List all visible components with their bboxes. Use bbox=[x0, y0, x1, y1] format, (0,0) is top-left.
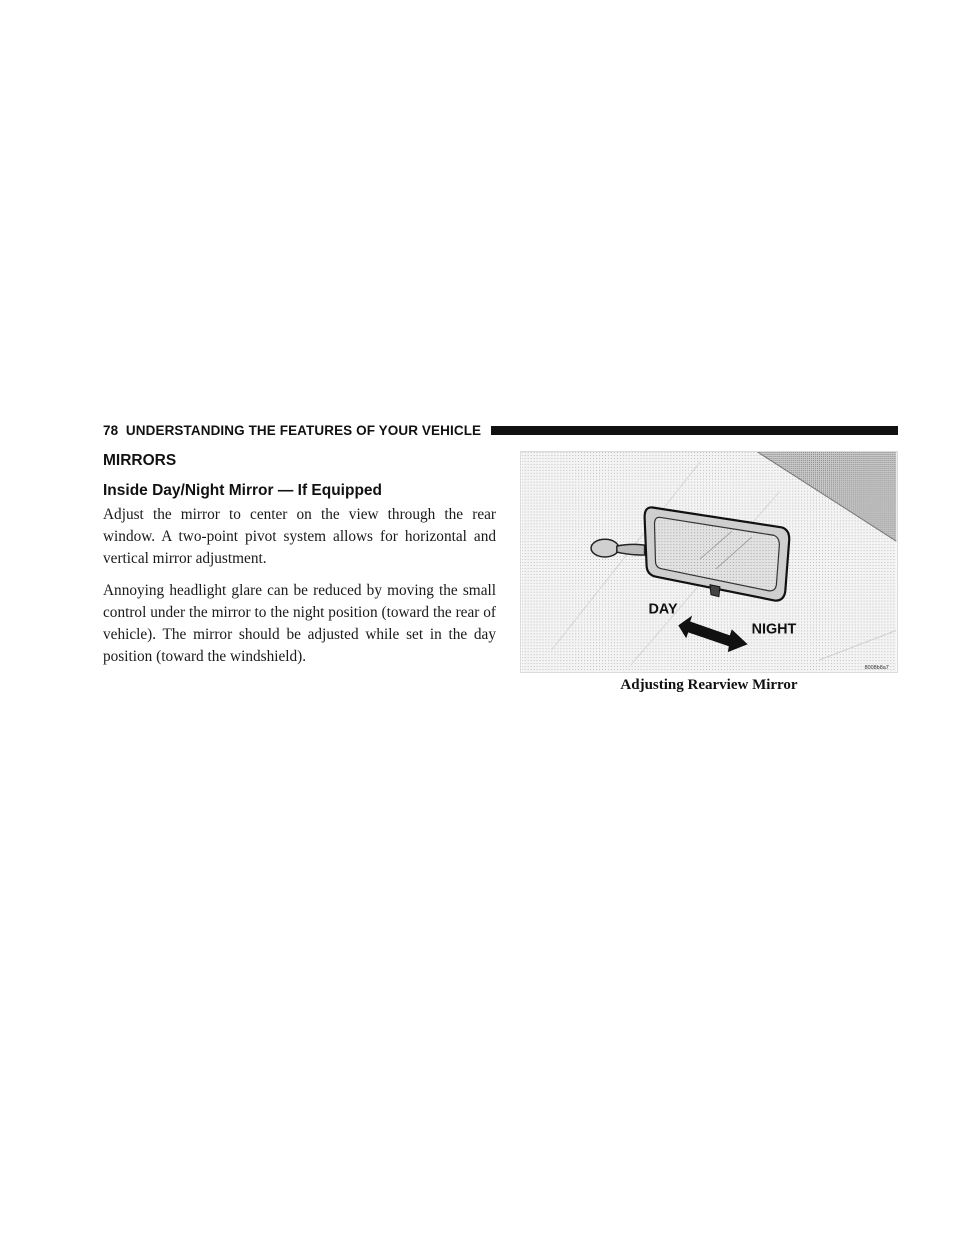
mirror-figure bbox=[520, 451, 898, 673]
figure-caption: Adjusting Rearview Mirror bbox=[620, 677, 798, 693]
header-text bbox=[103, 423, 481, 438]
subsection-title: Inside Day/Night Mirror — If Equipped bbox=[103, 482, 383, 499]
day-night-control-tab bbox=[710, 585, 720, 597]
section-title: MIRRORS bbox=[103, 452, 177, 469]
figure-code: 8008b8a7 bbox=[864, 665, 889, 672]
mirror-arm bbox=[617, 544, 645, 555]
paragraph: Annoying headlight glare can be reduced by moving the small control under the mirror to the night position (toward the rear of vehicle). The mirror should be adjusted while set in the day position (toward the windshield). bbox=[103, 582, 496, 665]
rearview-mirror-illustration bbox=[521, 452, 897, 672]
page-number: 78 bbox=[103, 422, 119, 438]
night-label: NIGHT bbox=[751, 621, 797, 638]
header-rule bbox=[491, 426, 898, 435]
text-column bbox=[103, 452, 496, 668]
mirror-mount bbox=[591, 539, 619, 557]
paragraph: Adjust the mirror to center on the view through the rear window. A two-point pivot system allows for horizontal and vertical mirror adjustment. bbox=[103, 506, 496, 567]
day-label: DAY bbox=[648, 601, 678, 618]
page-header bbox=[103, 421, 898, 439]
chapter-title: UNDERSTANDING THE FEATURES OF YOUR VEHICLE bbox=[125, 422, 482, 438]
